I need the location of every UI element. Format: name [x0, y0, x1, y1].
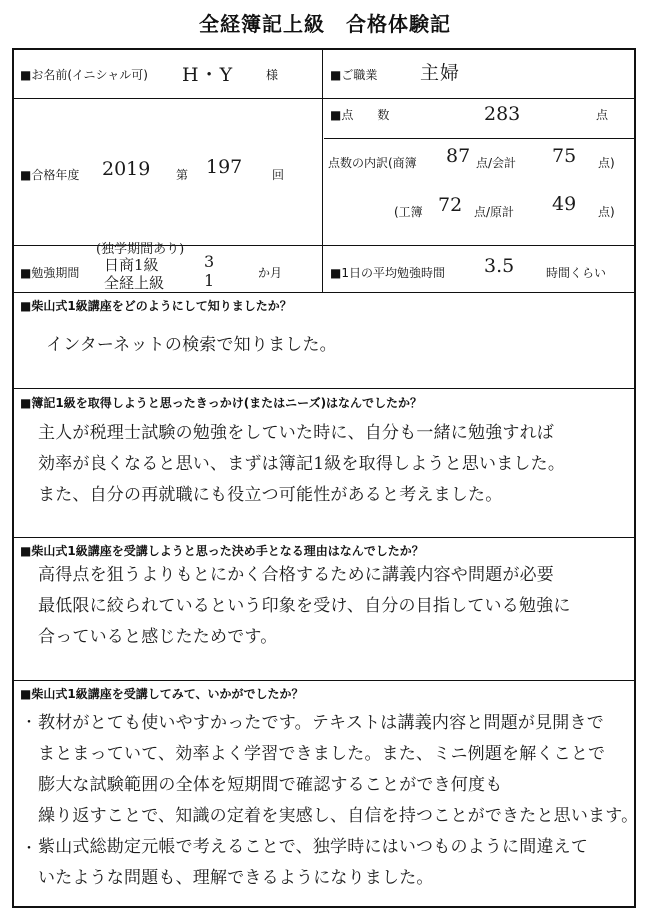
question-3-answer — [38, 560, 628, 653]
answer-line: 繰り返すことで、知識の定着を実感し、自信を持つことができたと思います。 — [38, 806, 639, 826]
year-value: 2019 — [102, 158, 151, 180]
daily-value: 3.5 — [484, 255, 515, 277]
answer-line: いたような問題も、理解できるようになりました。 — [38, 868, 434, 888]
question-2-label: ■簿記1級を取得しようと思ったきっかけ(またはニーズ)はなんでしたか？ — [20, 396, 423, 410]
session-value: 197 — [206, 156, 243, 178]
job-value: 主婦 — [420, 62, 461, 84]
answer-line: また、自分の再就職にも役立つ可能性があると考えました。 — [38, 485, 503, 505]
period-line1-value: 3 — [204, 252, 215, 271]
question-1-answer — [46, 330, 636, 361]
point-unit-1: 点) — [598, 156, 615, 170]
name-value: H・Y — [182, 64, 234, 86]
period-unit: か月 — [258, 266, 283, 280]
kobo-value: 72 — [438, 194, 463, 216]
answer-line: 主人が税理士試験の勉強をしていた時に、自分も一緒に勉強すれば — [38, 423, 554, 443]
question-2-answer — [38, 418, 628, 511]
name-suffix: 様 — [266, 68, 279, 82]
period-line2-name: 全経上級 — [104, 274, 165, 292]
left-edge — [12, 98, 13, 245]
score-label: ■点 数 — [330, 108, 390, 122]
period-line1-name: 日商1級 — [104, 256, 159, 274]
answer-line: 最低限に絞られているという印象を受け、自分の目指している勉強に — [38, 596, 571, 616]
daily-label: ■1日の平均勉強時間 — [330, 266, 445, 280]
genka-label: 点/原計 — [474, 205, 515, 219]
answer-line: インターネットの検索で知りました。 — [46, 335, 337, 355]
answer-line: 紫山式総勘定元帳で考えることで、独学時にはいつものように間違えて — [38, 837, 589, 857]
row-divider-score — [324, 138, 636, 139]
column-divider — [322, 48, 323, 292]
kobo-label: (工簿 — [394, 205, 423, 219]
answer-line: 教材がとても使いやすかったです。テキストは講義内容と問題が見開きで — [38, 713, 604, 733]
period-label: ■勉強期間 — [20, 266, 80, 280]
job-label: ■ご職業 — [330, 68, 378, 82]
page-title: 全経簿記上級 合格体験記 — [199, 12, 451, 36]
bullet-dot-2: ・ — [22, 841, 36, 857]
kaikei-label: 点/会計 — [476, 156, 517, 170]
kaikei-value: 75 — [552, 145, 577, 167]
answer-line: 高得点を狙うよりもとにかく合格するために講義内容や問題が必要 — [38, 565, 554, 585]
question-4-label: ■柴山式1級講座を受講してみて、いかがでしたか？ — [20, 687, 304, 701]
score-value: 283 — [484, 103, 521, 125]
row-divider-6 — [12, 680, 636, 681]
row-divider-5 — [12, 537, 636, 538]
name-label: ■お名前(イニシャル可) — [20, 68, 148, 82]
answer-line: まとまっていて、効率よく学習できました。また、ミニ例題を解くことで — [38, 744, 606, 764]
answer-line: 膨大な試験範囲の全体を短期間で確認することができ何度も — [38, 775, 503, 795]
session-prefix: 第 — [176, 168, 189, 182]
question-1-label: ■柴山式1級講座をどのようにして知りましたか？ — [20, 299, 292, 313]
row-divider-4 — [12, 388, 636, 389]
shobo-value: 87 — [446, 145, 471, 167]
bullet-dot-1: ・ — [22, 715, 36, 731]
daily-unit: 時間くらい — [546, 266, 607, 280]
point-unit-2: 点) — [598, 205, 615, 219]
breakdown-label: 点数の内訳(商簿 — [328, 156, 417, 170]
question-4-answer — [38, 708, 639, 894]
answer-line: 合っていると感じたためです。 — [38, 627, 278, 647]
score-unit: 点 — [596, 108, 609, 122]
genka-value: 49 — [552, 193, 577, 215]
period-note: (独学期間あり) — [96, 242, 185, 257]
question-3-label: ■柴山式1級講座を受講しようと思った決め手となる理由はなんでしたか？ — [20, 544, 424, 558]
answer-line: 効率が良くなると思い、まずは簿記1級を取得しようと思いました。 — [38, 454, 566, 474]
period-line2-value: 1 — [204, 271, 215, 290]
session-suffix: 回 — [272, 168, 285, 182]
row-divider-1 — [12, 98, 636, 99]
year-label: ■合格年度 — [20, 168, 80, 182]
